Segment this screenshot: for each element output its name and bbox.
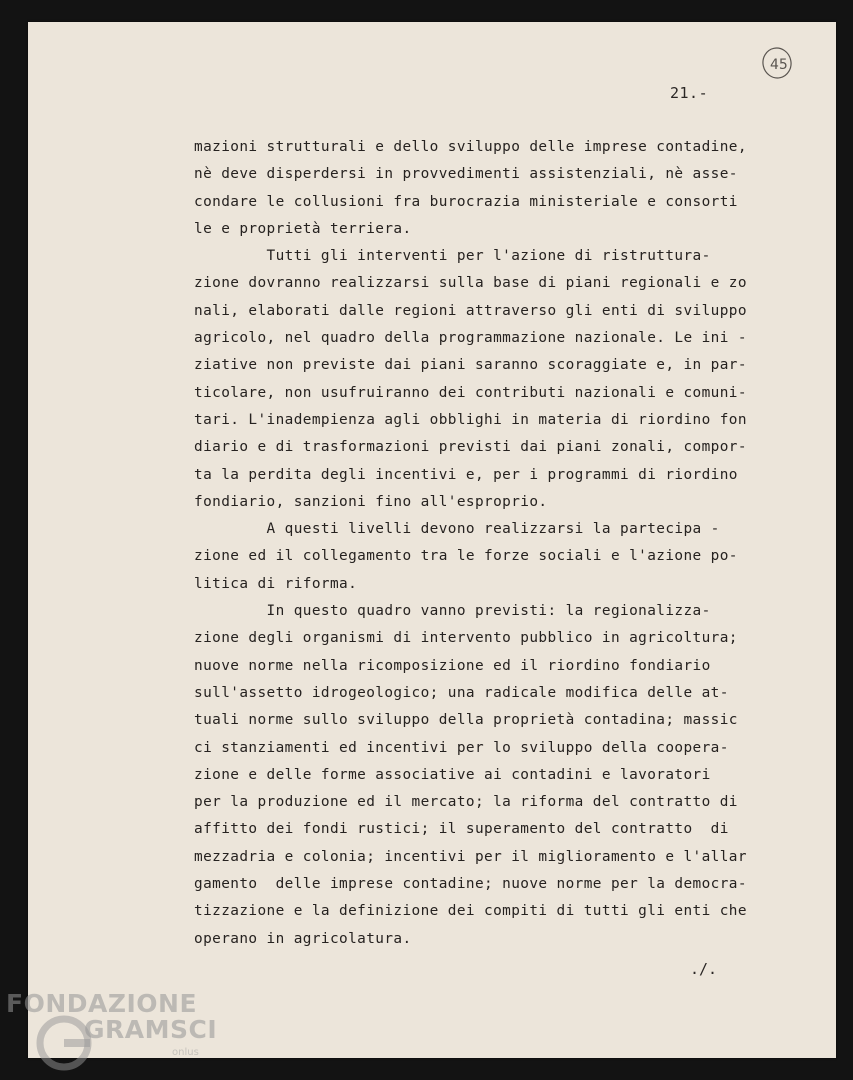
watermark-line1: FONDAZIONE xyxy=(6,989,198,1018)
text-line: ta la perdita degli incentivi e, per i programmi di riordino xyxy=(194,466,738,483)
text-line: ziative non previste dai piani saranno scoraggiate e, in par- xyxy=(194,357,747,374)
continuation-mark: ./. xyxy=(690,960,718,978)
text-line: A questi livelli devono realizzarsi la partecipa - xyxy=(194,521,720,538)
text-line: mazioni strutturali e dello sviluppo delle imprese contadine, xyxy=(194,139,747,155)
text-line: Tutti gli interventi per l'azione di ristruttura- xyxy=(194,248,711,265)
text-line: zione ed il collegamento tra le forze sociali e l'azione po- xyxy=(194,548,738,565)
text-line: zione e delle forme associative ai contadini e lavoratori xyxy=(194,766,711,783)
text-line: mezzadria e colonia; incentivi per il miglioramento e l'allar xyxy=(194,848,747,865)
watermark-line2: GRAMSCI xyxy=(84,1015,218,1044)
text-line: In questo quadro vanno previsti: la regionalizza- xyxy=(194,603,711,620)
text-line: condare le collusioni fra burocrazia ministeriale e consorti xyxy=(194,193,738,210)
watermark-suffix: onlus xyxy=(172,1047,199,1058)
text-line: operano in agricolatura. xyxy=(194,930,412,947)
text-line: fondiario, sanzioni fino all'esproprio. xyxy=(194,493,548,510)
text-line: affitto dei fondi rustici; il superamento del contratto di xyxy=(194,821,729,838)
text-line: tuali norme sullo sviluppo della proprietà contadina; massic xyxy=(194,712,738,729)
text-line: per la produzione ed il mercato; la riforma del contratto di xyxy=(194,794,738,811)
text-line: litica di riforma. xyxy=(194,575,358,592)
watermark xyxy=(0,985,230,1080)
body-text xyxy=(194,134,774,953)
text-line: le e proprietà terriera. xyxy=(194,220,412,237)
text-line: ci stanziamenti ed incentivi per lo sviluppo della coopera- xyxy=(194,739,729,756)
text-line: diario e di trasformazioni previsti dai piani zonali, compor- xyxy=(194,439,747,456)
text-line: sull'assetto idrogeologico; una radicale modifica delle at- xyxy=(194,684,729,701)
text-line: nuove norme nella ricomposizione ed il riordino fondiario xyxy=(194,657,711,674)
text-line: zione dovranno realizzarsi sulla base di piani regionali e zo xyxy=(194,275,747,292)
text-line: ticolare, non usufruiranno dei contributi nazionali e comuni- xyxy=(194,384,747,401)
text-line: nè deve disperdersi in provvedimenti assistenziali, nè asse- xyxy=(194,166,738,183)
text-line: agricolo, nel quadro della programmazione nazionale. Le ini - xyxy=(194,330,747,347)
page-number: 21.- xyxy=(670,84,709,102)
text-line: tizzazione e la definizione dei compiti di tutti gli enti che xyxy=(194,903,747,920)
text-line: tari. L'inadempienza agli obblighi in materia di riordino fon xyxy=(194,411,747,428)
text-line: nali, elaborati dalle regioni attraverso gli enti di sviluppo xyxy=(194,302,747,319)
pencil-annotation-text: 45 xyxy=(770,57,788,73)
text-line: gamento delle imprese contadine; nuove norme per la democra- xyxy=(194,876,747,893)
text-line: zione degli organismi di intervento pubblico in agricoltura; xyxy=(194,630,738,647)
pencil-annotation-circle xyxy=(760,46,794,80)
